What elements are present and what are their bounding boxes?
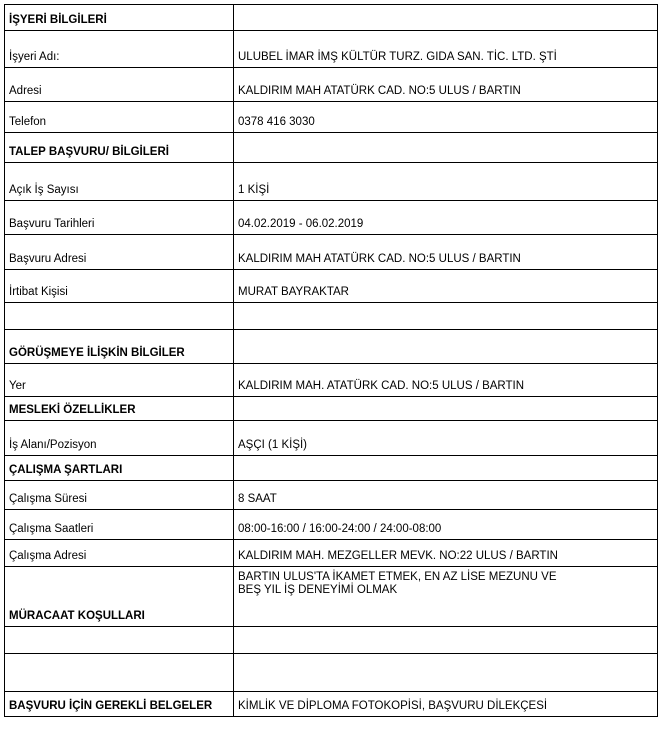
field-label: Çalışma Adresi bbox=[5, 540, 234, 567]
field-value: KALDIRIM MAH. ATATÜRK CAD. NO:5 ULUS / BARTIN bbox=[234, 364, 658, 397]
field-label: Açık İş Sayısı bbox=[5, 163, 234, 201]
table-row bbox=[5, 303, 658, 330]
table-row bbox=[5, 654, 658, 692]
table-row bbox=[5, 201, 658, 235]
table-row bbox=[5, 364, 658, 397]
job-posting-table bbox=[4, 4, 658, 717]
table-row bbox=[5, 102, 658, 133]
field-label: Telefon bbox=[5, 102, 234, 133]
field-value bbox=[234, 133, 658, 163]
field-value: KALDIRIM MAH ATATÜRK CAD. NO:5 ULUS / BARTIN bbox=[234, 235, 658, 270]
field-value: 0378 416 3030 bbox=[234, 102, 658, 133]
field-value: 8 SAAT bbox=[234, 481, 658, 510]
field-label bbox=[5, 627, 234, 654]
field-value-line: BEŞ YIL İŞ DENEYİMİ OLMAK bbox=[238, 584, 398, 596]
table-row bbox=[5, 540, 658, 567]
field-value: KALDIRIM MAH ATATÜRK CAD. NO:5 ULUS / BARTIN bbox=[234, 68, 658, 102]
table-row bbox=[5, 567, 658, 627]
field-label: MESLEKİ ÖZELLİKLER bbox=[5, 397, 234, 421]
field-label: İş Alanı/Pozisyon bbox=[5, 421, 234, 456]
field-value bbox=[234, 627, 658, 654]
field-label: İşyeri Adı: bbox=[5, 31, 234, 68]
field-value: AŞÇI (1 KİŞİ) bbox=[234, 421, 658, 456]
table-row bbox=[5, 397, 658, 421]
field-value bbox=[234, 5, 658, 31]
field-value bbox=[234, 567, 658, 627]
field-value bbox=[234, 330, 658, 364]
field-label: Çalışma Saatleri bbox=[5, 510, 234, 540]
field-value-line: BARTIN ULUS'TA İKAMET ETMEK, EN AZ LİSE MEZUNU VE bbox=[238, 571, 557, 583]
field-value: 1 KİŞİ bbox=[234, 163, 658, 201]
table-row bbox=[5, 330, 658, 364]
table-row bbox=[5, 31, 658, 68]
table-row bbox=[5, 270, 658, 303]
field-value: 04.02.2019 - 06.02.2019 bbox=[234, 201, 658, 235]
field-value bbox=[234, 397, 658, 421]
field-label: ÇALIŞMA ŞARTLARI bbox=[5, 456, 234, 481]
field-label: Başvuru Adresi bbox=[5, 235, 234, 270]
table-row bbox=[5, 510, 658, 540]
field-value: KALDIRIM MAH. MEZGELLER MEVK. NO:22 ULUS / BARTIN bbox=[234, 540, 658, 567]
table-row bbox=[5, 421, 658, 456]
field-value bbox=[234, 456, 658, 481]
field-value: MURAT BAYRAKTAR bbox=[234, 270, 658, 303]
field-label: MÜRACAAT KOŞULLARI bbox=[5, 567, 234, 627]
field-label bbox=[5, 654, 234, 692]
field-value: 08:00-16:00 / 16:00-24:00 / 24:00-08:00 bbox=[234, 510, 658, 540]
table-row bbox=[5, 133, 658, 163]
field-label: Yer bbox=[5, 364, 234, 397]
field-value bbox=[234, 303, 658, 330]
field-label: İrtibat Kişisi bbox=[5, 270, 234, 303]
table-row bbox=[5, 627, 658, 654]
table-row bbox=[5, 456, 658, 481]
field-label: Adresi bbox=[5, 68, 234, 102]
table-row bbox=[5, 163, 658, 201]
field-label: Çalışma Süresi bbox=[5, 481, 234, 510]
field-value: ULUBEL İMAR İMŞ KÜLTÜR TURZ. GIDA SAN. TİC. LTD. ŞTİ bbox=[234, 31, 658, 68]
field-label: GÖRÜŞMEYE İLİŞKİN BİLGİLER bbox=[5, 330, 234, 364]
job-posting-body bbox=[5, 5, 658, 717]
table-row bbox=[5, 235, 658, 270]
field-label: İŞYERİ BİLGİLERİ bbox=[5, 5, 234, 31]
field-label: BAŞVURU İÇİN GEREKLİ BELGELER bbox=[5, 692, 234, 717]
table-row bbox=[5, 68, 658, 102]
table-row bbox=[5, 692, 658, 717]
table-row bbox=[5, 5, 658, 31]
table-row bbox=[5, 481, 658, 510]
field-label: Başvuru Tarihleri bbox=[5, 201, 234, 235]
field-label bbox=[5, 303, 234, 330]
field-value bbox=[234, 654, 658, 692]
field-label: TALEP BAŞVURU/ BİLGİLERİ bbox=[5, 133, 234, 163]
field-value: KİMLİK VE DİPLOMA FOTOKOPİSİ, BAŞVURU DİLEKÇESİ bbox=[234, 692, 658, 717]
